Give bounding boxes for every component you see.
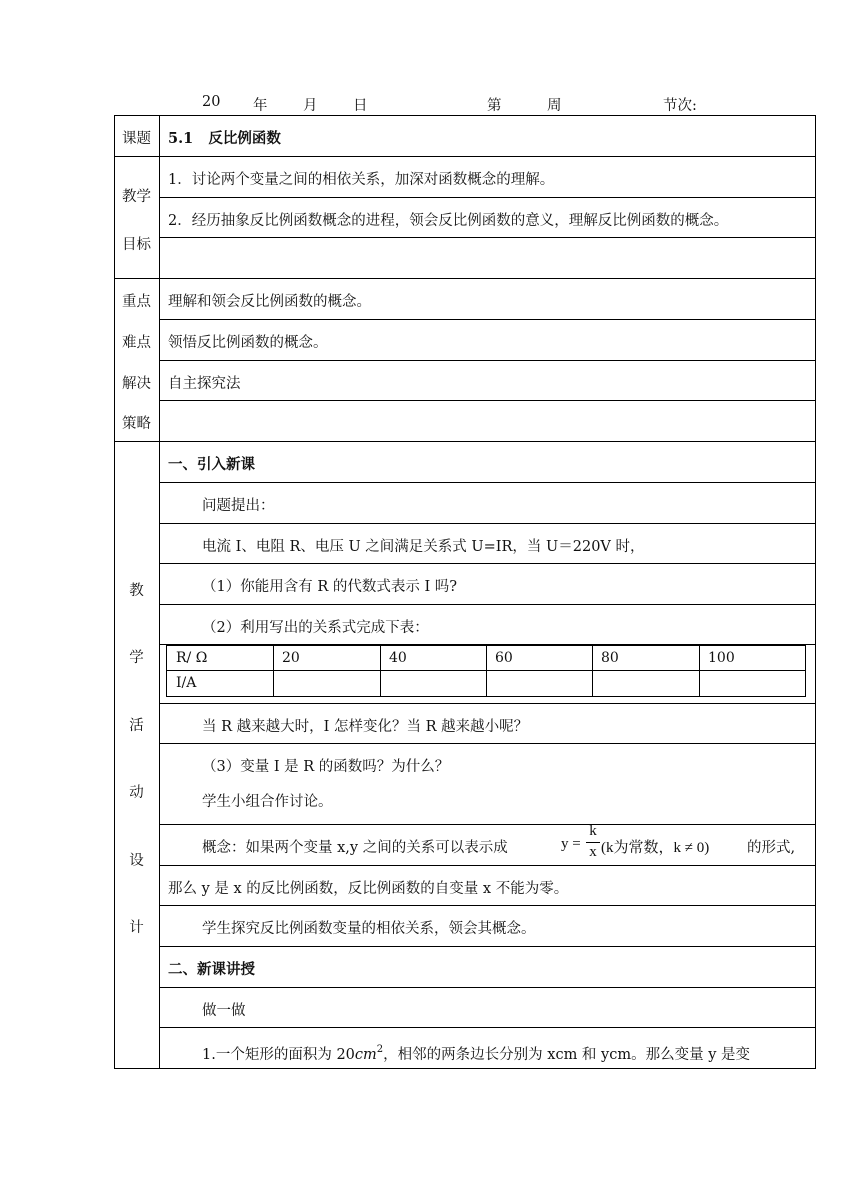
activity-label-char: 设 xyxy=(129,853,144,869)
header-week-unit: 周 xyxy=(547,98,562,114)
table-divider xyxy=(380,646,381,696)
row-divider xyxy=(159,523,816,524)
key-point: 理解和领会反比例函数的概念。 xyxy=(168,294,371,310)
question-intro: 问题提出： xyxy=(202,498,275,514)
row-divider xyxy=(159,237,816,238)
goal-1: 1．讨论两个变量之间的相依关系，加深对函数概念的理解。 xyxy=(168,172,555,188)
row-divider xyxy=(159,743,816,744)
row-divider xyxy=(159,905,816,906)
formula-fraction xyxy=(586,823,600,860)
circuit-text: 电流 I、电阻 R、电压 U 之间满足关系式 U=IR，当 U＝220V 时， xyxy=(202,539,645,555)
question-3: （3）变量 I 是 R 的函数吗？为什么？ xyxy=(202,759,450,775)
activity-label-char: 计 xyxy=(129,920,144,936)
table-header-r: R/ Ω xyxy=(176,650,208,666)
header-period: 节次: xyxy=(663,98,697,114)
concept-line-2: 那么 y 是 x 的反比例函数，反比例函数的自变量 x 不能为零。 xyxy=(168,881,569,897)
topic-number: 5.1 xyxy=(168,130,194,147)
rect-unit: cm xyxy=(354,1047,377,1063)
activity-label-char: 教 xyxy=(129,583,144,599)
explore-text: 学生探究反比例函数变量的相依关系，领会其概念。 xyxy=(202,921,536,937)
row-divider xyxy=(159,319,816,320)
rectangle-problem xyxy=(202,1043,750,1064)
key-label-1: 重点 xyxy=(122,294,151,310)
concept-prefix: 概念：如果两个变量 x,y 之间的关系可以表示成 xyxy=(202,840,508,856)
row-divider xyxy=(114,1068,816,1069)
table-divider xyxy=(167,670,805,671)
question-change: 当 R 越来越大时，I 怎样变化？当 R 越来越小呢？ xyxy=(202,719,529,735)
row-divider xyxy=(114,156,816,157)
row-divider xyxy=(159,604,816,605)
header-year: 20 xyxy=(202,94,221,110)
concept-suffix: 的形式, xyxy=(747,840,796,856)
topic-label: 课题 xyxy=(122,131,151,147)
formula-constraint: (k为常数，k ≠ 0) xyxy=(601,840,710,856)
header-week-prefix: 第 xyxy=(487,98,502,114)
row-divider xyxy=(114,278,816,279)
group-discussion: 学生小组合作讨论。 xyxy=(202,794,333,810)
row-divider xyxy=(159,824,816,825)
difficulty: 领悟反比例函数的概念。 xyxy=(168,335,328,351)
resistance-current-table xyxy=(166,645,806,697)
lesson-header xyxy=(0,94,860,114)
table-divider xyxy=(486,646,487,696)
header-year-unit: 年 xyxy=(253,98,268,114)
strategy: 自主探究法 xyxy=(168,376,241,392)
key-label-4: 策略 xyxy=(122,416,151,432)
header-month-unit: 月 xyxy=(303,98,318,114)
header-day-unit: 日 xyxy=(353,98,368,114)
row-divider xyxy=(159,360,816,361)
goals-label-2: 目标 xyxy=(122,237,151,253)
table-divider xyxy=(699,646,700,696)
rect-prefix: 1.一个矩形的面积为 20 xyxy=(202,1047,355,1063)
table-header-i: I/A xyxy=(176,675,197,691)
do-it-label: 做一做 xyxy=(202,1003,246,1019)
row-divider xyxy=(159,987,816,988)
table-cell-r: 20 xyxy=(282,650,300,666)
row-divider xyxy=(159,1027,816,1028)
table-cell-r: 100 xyxy=(708,650,735,666)
rect-sup: 2 xyxy=(376,1044,384,1055)
fraction-bar xyxy=(586,842,600,843)
row-divider xyxy=(159,703,816,704)
formula-y: y = xyxy=(561,836,581,852)
section1-title: 一、引入新课 xyxy=(168,456,255,473)
question-1: （1）你能用含有 R 的代数式表示 I 吗? xyxy=(202,579,458,595)
key-label-2: 难点 xyxy=(122,335,151,351)
activity-label-char: 学 xyxy=(129,650,144,666)
row-divider xyxy=(159,197,816,198)
column-divider xyxy=(159,115,160,1069)
goal-2: 2．经历抽象反比例函数概念的进程，领会反比例函数的意义，理解反比例函数的概念。 xyxy=(168,213,729,229)
row-divider xyxy=(114,441,816,442)
table-cell-r: 60 xyxy=(495,650,513,666)
activity-label-char: 活 xyxy=(129,718,144,734)
rect-suffix: ，相邻的两条边长分别为 xcm 和 ycm。那么变量 y 是变 xyxy=(383,1047,751,1063)
row-divider xyxy=(159,482,816,483)
row-divider xyxy=(159,865,816,866)
row-divider xyxy=(159,563,816,564)
table-divider xyxy=(273,646,274,696)
row-divider xyxy=(159,946,816,947)
key-label-3: 解决 xyxy=(122,376,151,392)
question-2: （2）利用写出的关系式完成下表： xyxy=(202,620,429,636)
formula-numerator: k xyxy=(589,823,597,839)
formula-denominator: x xyxy=(589,844,597,860)
table-cell-r: 80 xyxy=(601,650,619,666)
topic-title xyxy=(168,127,281,148)
table-divider xyxy=(592,646,593,696)
table-cell-r: 40 xyxy=(389,650,407,666)
section2-title: 二、新课讲授 xyxy=(168,961,255,978)
row-divider xyxy=(159,400,816,401)
goals-label-1: 教学 xyxy=(122,189,151,205)
activity-label-char: 动 xyxy=(129,785,144,801)
topic-name: 反比例函数 xyxy=(208,130,281,147)
